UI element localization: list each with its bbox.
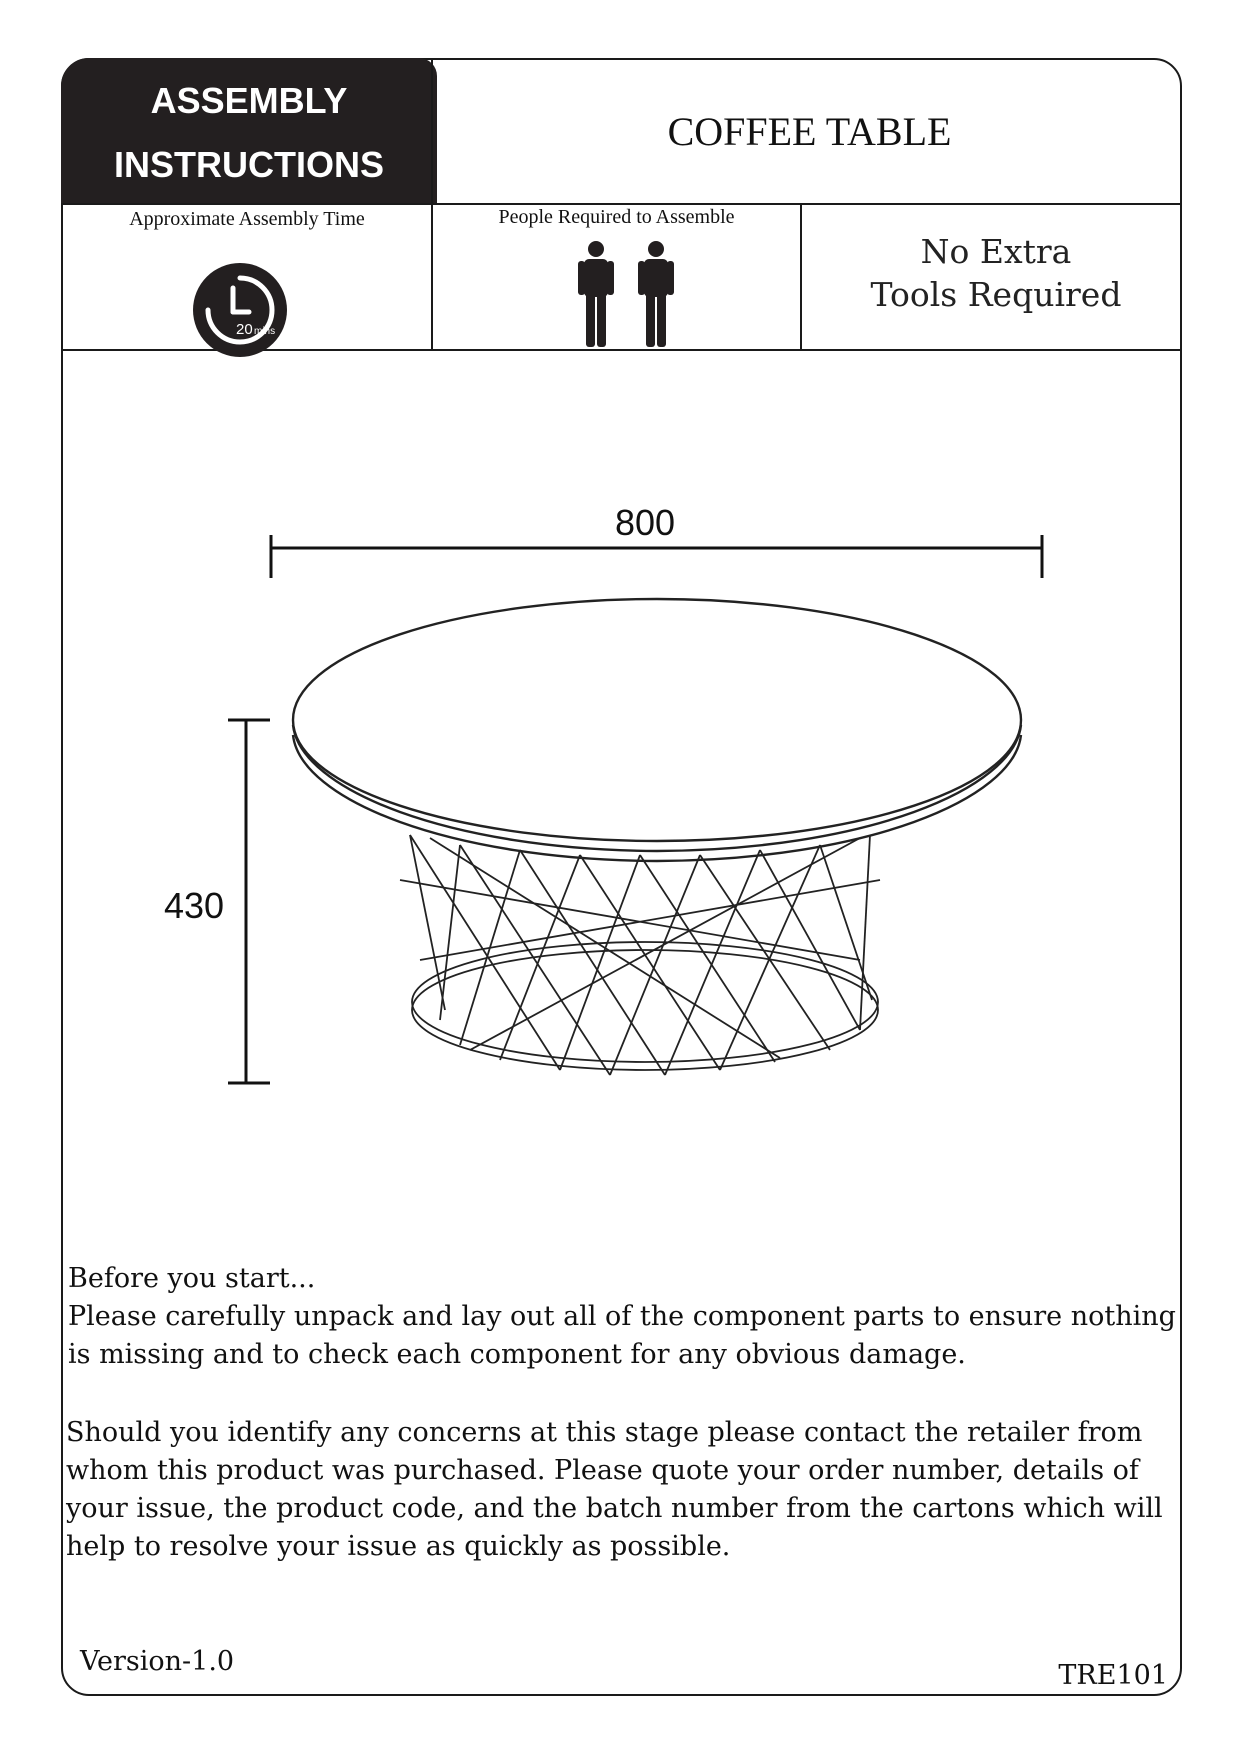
- assembly-time-label: Approximate Assembly Time: [129, 208, 365, 230]
- table-top: [293, 599, 1021, 861]
- coffee-table-illustration: [293, 599, 1021, 1075]
- before-you-start-heading: Before you start...: [68, 1263, 316, 1294]
- document-version: Version-1.0: [80, 1646, 235, 1677]
- product-code: TRE101: [1058, 1660, 1168, 1691]
- concerns-section: [66, 1414, 1186, 1566]
- coffee-table-dimension-drawing: [150, 500, 1080, 1100]
- height-dimension-line: [228, 720, 270, 1083]
- wire-base: [400, 835, 880, 1075]
- banner-line-2: INSTRUCTIONS: [114, 144, 384, 185]
- column-divider-1: [431, 58, 433, 351]
- column-divider-2: [800, 203, 802, 351]
- header-divider: [61, 203, 1182, 205]
- time-value: 20: [236, 321, 253, 338]
- time-unit: mins: [254, 326, 276, 337]
- clock-icon: [192, 262, 288, 358]
- person-icon: [638, 241, 674, 347]
- people-required-label: People Required to Assemble: [498, 206, 735, 228]
- width-dimension-label: 800: [614, 502, 676, 543]
- contact-retailer-paragraph: Should you identify any concerns at this stage please contact the retailer from whom this product was purchased. Please quote your order number, details of your issue, the product code, and the batch number from the cartons which will help to resolve your issue as quickly as possible.: [66, 1417, 1163, 1562]
- no-extra-tools-note: [810, 230, 1182, 316]
- height-dimension-label: 430: [163, 885, 225, 926]
- two-people-icon: [578, 241, 682, 347]
- tools-line-2: Tools Required: [870, 275, 1122, 314]
- banner-line-1: ASSEMBLY: [150, 80, 348, 121]
- unpack-instructions-paragraph: Please carefully unpack and lay out all of the component parts to ensure nothing is missing and to check each component for any obvious damage.: [68, 1301, 1176, 1370]
- before-you-start-section: [68, 1260, 1188, 1374]
- assembly-instructions-banner: [61, 58, 437, 204]
- person-icon: [578, 241, 614, 347]
- product-title: COFFEE TABLE: [667, 109, 952, 154]
- tools-line-1: No Extra: [920, 232, 1072, 271]
